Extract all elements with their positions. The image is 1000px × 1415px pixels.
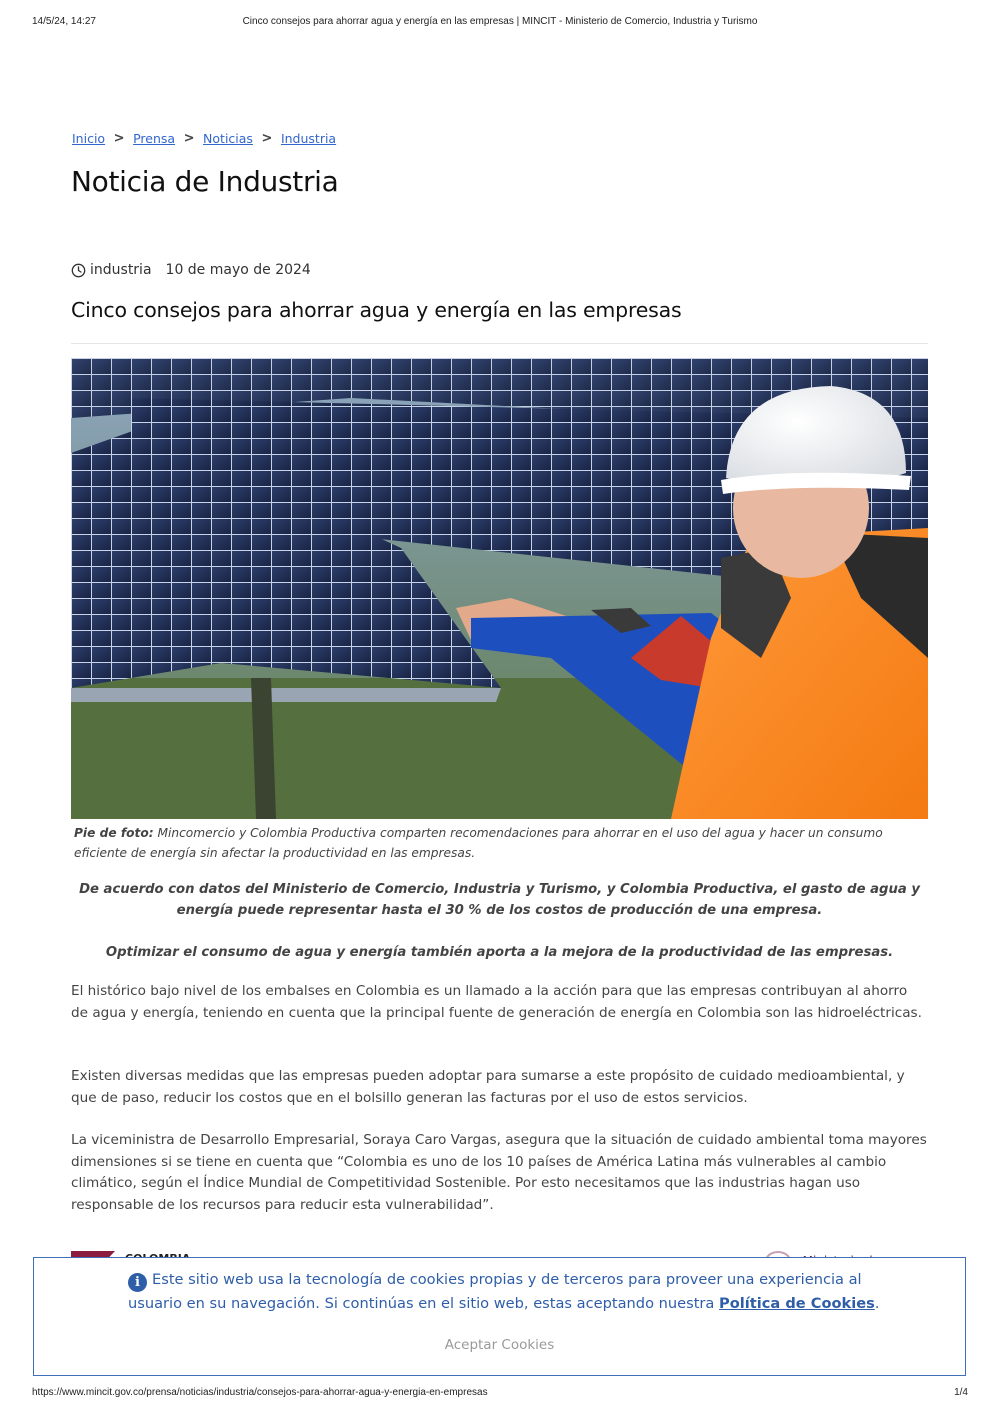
body-paragraph-2: Existen diversas medidas que las empresas pueden adoptar para sumarse a este propósito de cuidado medioambiental, y que de paso, reducir los costos que en el bolsillo generan las facturas por el uso de estos servicios.: [71, 1068, 905, 1106]
print-header: [32, 16, 968, 30]
print-footer: [32, 1387, 968, 1398]
article-category: industria: [90, 262, 152, 278]
chevron-right-icon: >: [113, 131, 125, 146]
caption-text: Mincomercio y Colombia Productiva comparten recomendaciones para ahorrar en el uso del agua y hacer un consumo eficiente de energía sin afectar la productividad en las empresas.: [74, 826, 883, 860]
body-paragraph-1: El histórico bajo nivel de los embalses en Colombia es un llamado a la acción para que las empresas contribuyan al ahorro de agua y energía, teniendo en cuenta que la principal fuente de generación de energía en Colombia son las hidroeléctricas.: [71, 983, 922, 1021]
article-meta: [71, 262, 311, 278]
breadcrumb-link-industria[interactable]: Industria: [280, 131, 337, 146]
article-date: 10 de mayo de 2024: [165, 262, 311, 278]
accept-cookies-button[interactable]: Aceptar Cookies: [410, 1334, 590, 1356]
print-url: https://www.mincit.gov.co/prensa/noticias/industria/consejos-para-ahorrar-agua-y-energia-en-empresas: [32, 1387, 488, 1398]
article-title: Cinco consejos para ahorrar agua y energía en las empresas: [71, 298, 682, 322]
clock-icon: [71, 263, 86, 278]
info-icon: i: [128, 1273, 147, 1292]
lead-paragraph-2: Optimizar el consumo de agua y energía también aporta a la mejora de la productividad de las empresas.: [105, 945, 894, 960]
print-page-title: Cinco consejos para ahorrar agua y energía en las empresas | MINCIT - Ministerio de Comercio, Industria y Turismo: [242, 16, 758, 27]
breadcrumb-link-noticias[interactable]: Noticias: [203, 131, 253, 146]
chevron-right-icon: >: [183, 131, 195, 146]
cookie-banner: [33, 1257, 966, 1376]
page-title: Noticia de Industria: [71, 165, 339, 198]
cookie-text-main: Este sitio web usa la tecnología de cookies propias y de terceros para proveer una experiencia al usuario en su navegación. Si continúas en el sitio web, estas aceptando nuestra: [128, 1271, 862, 1312]
lead-paragraph-1: De acuerdo con datos del Ministerio de Comercio, Industria y Turismo, y Colombia Productiva, el gasto de agua y energía puede representar hasta el 30 % de los costos de producción de una empresa.: [79, 882, 920, 918]
breadcrumb: [72, 131, 336, 146]
cookie-policy-link[interactable]: Política de Cookies: [719, 1295, 875, 1312]
breadcrumb-link-prensa[interactable]: Prensa: [133, 131, 176, 146]
print-page-number: 1/4: [954, 1387, 968, 1398]
breadcrumb-link-inicio[interactable]: Inicio: [72, 131, 106, 146]
photo-caption: [74, 823, 924, 863]
cookie-text-end: .: [874, 1295, 880, 1312]
chevron-right-icon: >: [261, 131, 273, 146]
solar-panel-worker-photo: [71, 358, 928, 819]
hero-illustration: [71, 358, 928, 819]
cookie-message: [128, 1268, 888, 1316]
caption-label: Pie de foto:: [74, 826, 154, 840]
print-datetime: 14/5/24, 14:27: [32, 16, 96, 27]
divider: [71, 343, 928, 344]
body-paragraph-3: La viceministra de Desarrollo Empresarial, Soraya Caro Vargas, asegura que la situación de cuidado ambiental toma mayores dimensiones si se tiene en cuenta que “Colombia es uno de los 10 países de América Latina más vulnerables al cambio climático, según el Índice Mundial de Competitividad Sostenible. Por esto necesitamos que las industrias hagan uso responsable de los recursos para reducir esta vulnerabilidad”.: [71, 1132, 927, 1213]
